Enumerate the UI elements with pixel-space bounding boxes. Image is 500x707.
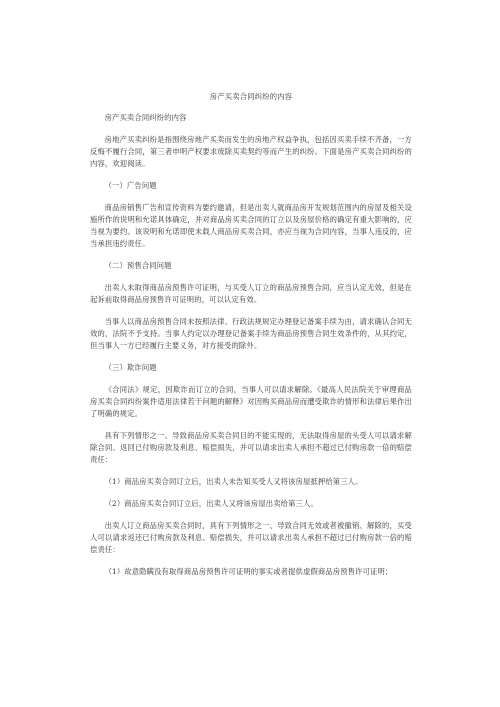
section-heading-presale-contract: （二）预售合同问题 xyxy=(104,261,172,270)
document-title: 房产买卖合同纠纷的内容 xyxy=(209,92,293,101)
paragraph-advertising: 商品房销售广告和宣传资料为要约邀请，但是出卖人就商品房开发规划范围内的房屋及相关设施所作的说明和允诺具体确定，并对商品房买卖合同的订立以及房屋价格的确定有重大影响的，应当视为要约。该说明和允诺即使未载人商品房买卖合同，亦应当视为合同内容，当事人违反的，应当承担违约责任。 xyxy=(90,203,412,248)
paragraph-subtitle: 房产买卖合同纠纷的内容 xyxy=(104,113,187,122)
list-item-concealment: （1）故意隐瞒没有取得商品房预售许可证明的事实或者提供虚假商品房预售许可证明； xyxy=(104,567,393,576)
list-item-mortgage: （1）商品房买卖合同订立后，出卖人未告知买受人又将该房屋抵押给第三人。 xyxy=(104,477,363,486)
section-heading-fraud: （三）欺诈问题 xyxy=(104,363,157,372)
paragraph-intro: 房地产买卖纠纷是指围绕房地产买卖而发生的房地产权益争执，包括因买卖手续不齐备，一方反悔不履行合同，第三者申明产权要求废除买卖契约等而产生的纠纷。下面是房产买卖合同纠纷的内容，欢迎阅读。 xyxy=(90,135,412,168)
list-item-resale: （2）商品房买卖合同订立后，出卖人又将该房屋出卖给第三人。 xyxy=(104,499,318,508)
paragraph-presale-permit: 出卖人未取得商品房预售许可证明，与买受人订立的商品房预售合同，应当认定无效，但是在起诉前取得商品房预售许可证明的，可以认定有效。 xyxy=(90,283,412,304)
section-heading-advertising: （一）广告问题 xyxy=(104,181,157,190)
paragraph-circumstances-one: 具有下列情形之一、导致商品房买卖合同目的不能实现的，无法取得房屋的头受人可以请求解除合同、返回已付购房款及利息、赔偿损失，并可以请求出卖人承担不超过已付购房款一倍的赔偿责任： xyxy=(90,431,412,464)
document-content xyxy=(90,91,412,588)
paragraph-presale-registration: 当事人以商品房预售合同未按照法律、行政法规规定办理登记备案手续为由，请求确认合同无效的，法院不予支持。当事人约定以办理登记备案手续为商品房预售合同生效条件的，从其约定，但当事人一方已经履行主要义务，对方接受的除外。 xyxy=(90,317,412,350)
paragraph-circumstances-two: 出卖人订立商品房买卖合同时，具有下列情形之一、导致合同无效或者被撤销、解除的，买受人可以请求返还已付购房款及利息、赔偿损失，并可以请求出卖人承担不超过已付购房款一倍的赔偿责任： xyxy=(90,521,412,554)
paragraph-contract-law: 《合同法》规定，因欺诈而订立的合同，当事人可以请求解除。《最高人民法院关于审理商品房买卖合同纠纷案件适用法律若干问题的解释》对因购买商品房而遭受欺诈的情形和法律后果作出了明确的规定。 xyxy=(90,385,412,418)
